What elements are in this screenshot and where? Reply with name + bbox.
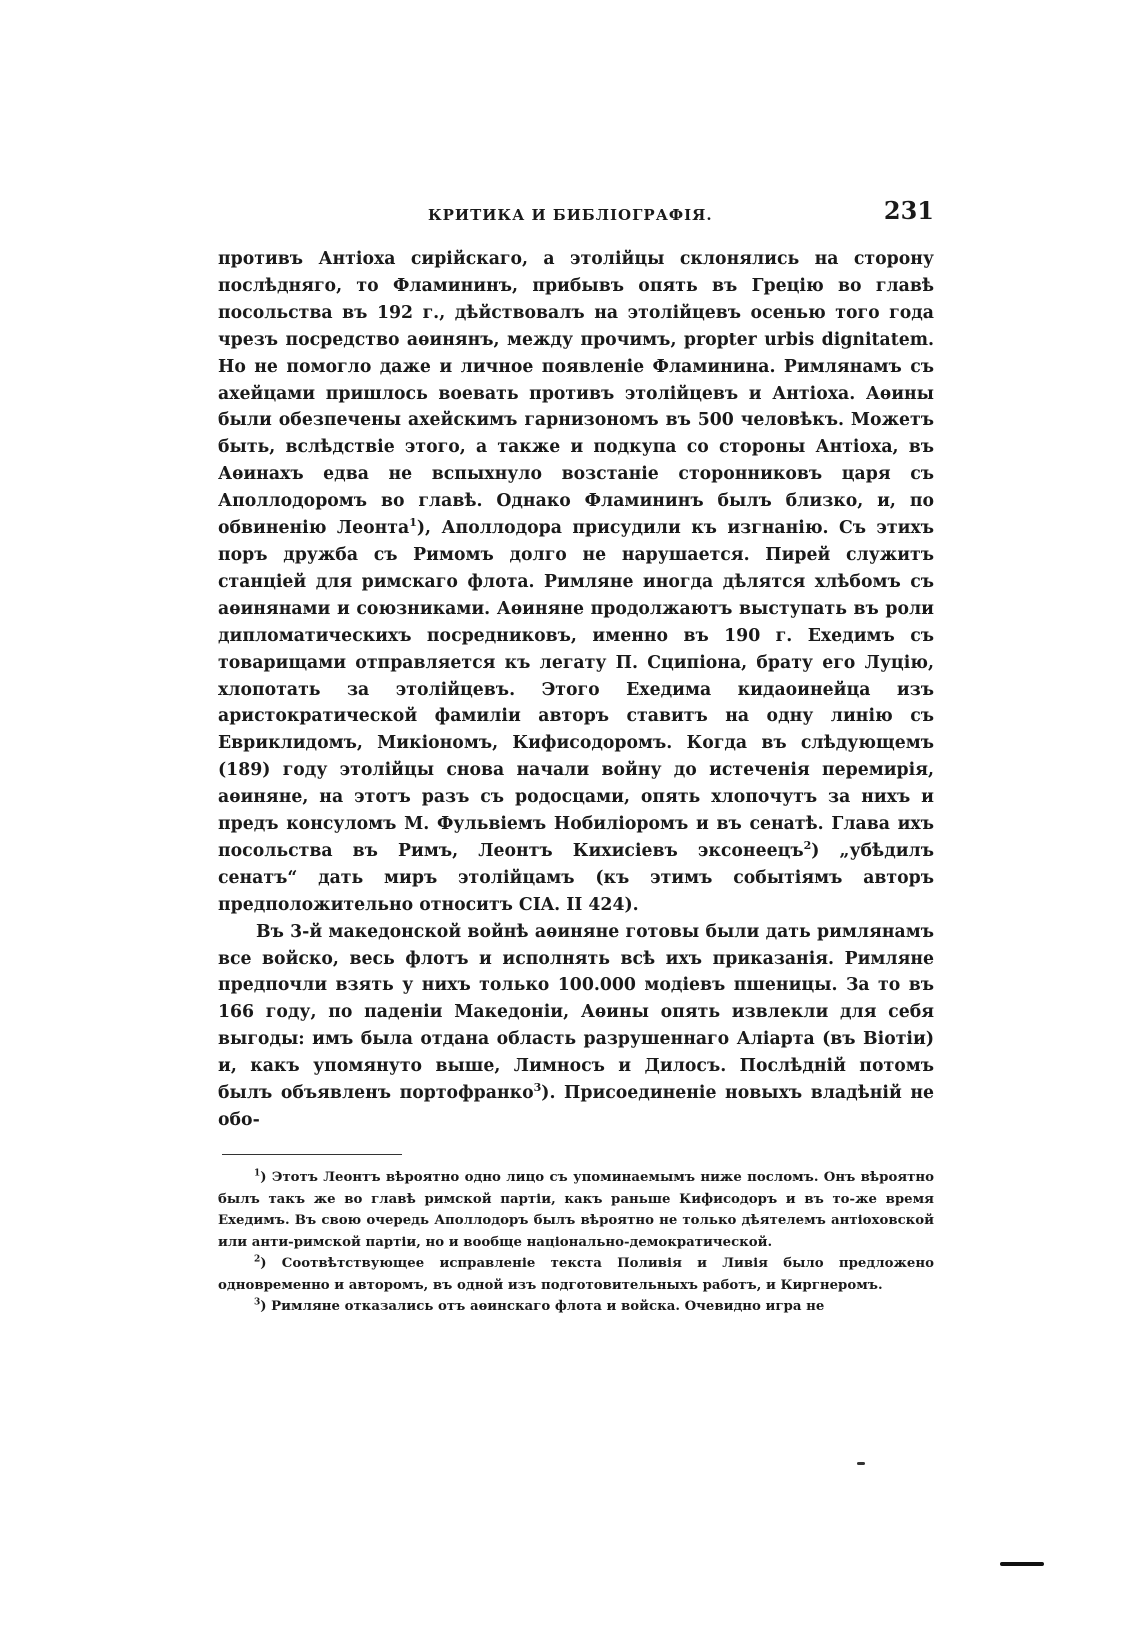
ink-smudge — [1000, 1562, 1044, 1566]
paragraph-2-text-b: ). Присоединеніе новыхъ владѣній не обо- — [218, 1083, 934, 1130]
footnote-3-mark: 3 — [254, 1298, 261, 1309]
footnote-divider — [222, 1154, 402, 1155]
body-text — [218, 246, 934, 1134]
ink-speck — [857, 1462, 865, 1465]
footnote-1-text: ) Этотъ Леонтъ вѣроятно одно лицо съ упоминаемымъ ниже посломъ. Онъ вѣроятно былъ такъ же во главѣ римской партіи, какъ раньше Кифисодоръ и въ то-же время Ехедимъ. Въ свою очередь Аполлодоръ былъ вѣроятно не только дѣятелемъ антіоховской или анти-римской партіи, но и вообще національно-демократической. — [218, 1169, 934, 1250]
paragraph-2 — [218, 919, 934, 1134]
paragraph-1-text-c: ) „убѣдилъ сенатъ“ дать миръ этолійцамъ (къ этимъ событіямъ авторъ предположительно относитъ CIA. II 424). — [218, 840, 934, 915]
footnote-ref-1[interactable]: 1 — [409, 516, 417, 530]
footnote-ref-2[interactable]: 2 — [803, 839, 812, 853]
footnote-2 — [218, 1253, 934, 1296]
page — [218, 196, 934, 1318]
footnote-3 — [218, 1296, 934, 1318]
footnote-3-text: ) Римляне отказались отъ аѳинскаго флота и войска. Очевидно игра не — [260, 1299, 825, 1315]
footnote-1-mark: 1 — [254, 1168, 261, 1179]
running-head: КРИТИКА И БИБЛІОГРАФІЯ. — [428, 206, 713, 224]
page-header — [218, 196, 934, 236]
paragraph-1 — [218, 246, 934, 919]
footnote-ref-3[interactable]: 3 — [533, 1081, 542, 1095]
footnotes — [218, 1167, 934, 1318]
paragraph-1-text-b: ), Аполлодора присудили къ изгнанію. Съ этихъ поръ дружба съ Римомъ долго не нарушается. Пирей служитъ станціей для римскаго флота. Римляне иногда дѣлятся хлѣбомъ съ аѳинянами и союзниками. Аѳиняне продолжаютъ выступать въ роли дипломатическихъ посредниковъ, именно въ 190 г. Ехедимъ съ товарищами отправляется къ легату П. Сципіона, брату его Луцію, хлопотать за этолійцевъ. Этого Ехедима кидаоинейца изъ аристократической фамиліи авторъ ставитъ на одну линію съ Евриклидомъ, Микіономъ, Кифисодоромъ. Когда въ слѣдующемъ (189) году этолійцы снова начали войну до истеченія перемирія, аѳиняне, на этотъ разъ съ родосцами, опять хлопочутъ за нихъ и предъ консуломъ М. Фульвіемъ Нобиліоромъ и въ сенатѣ. Глава ихъ посольства въ Римъ, Леонтъ Кихисіевъ эксонеецъ — [218, 518, 934, 861]
paragraph-1-text-a: противъ Антіоха сирійскаго, а этолійцы склонялись на сторону послѣдняго, то Фламининъ, прибывъ опять въ Грецію во главѣ посольства въ 192 г., дѣйствовалъ на этолійцевъ осенью того года чрезъ посредство аѳинянъ, между прочимъ, propter urbis dignitatem. Но не помогло даже и личное появленіе Фламинина. Римлянамъ съ ахейцами пришлось воевать противъ этолійцевъ и Антіоха. Аѳины были обезпечены ахейскимъ гарнизономъ въ 500 человѣкъ. Можетъ быть, вслѣдствіе этого, а также и подкупа со стороны Антіоха, въ Аѳинахъ едва не вспыхнуло возстаніе сторонниковъ царя съ Аполлодоромъ во главѣ. Однако Фламининъ былъ близко, и, по обвиненію Леонта — [218, 249, 934, 539]
footnote-1 — [218, 1167, 934, 1253]
footnote-2-mark: 2 — [254, 1254, 261, 1265]
footnote-2-text: ) Соотвѣтствующее исправленіе текста Поливія и Ливія было предложено одновременно и авторомъ, въ одной изъ подготовительныхъ работъ, и Киргнеромъ. — [218, 1256, 934, 1293]
paragraph-2-text-a: Въ 3-й македонской войнѣ аѳиняне готовы были дать римлянамъ все войско, весь флотъ и исполнять всѣ ихъ приказанія. Римляне предпочли взять у нихъ только 100.000 модіевъ пшеницы. За то въ 166 году, по паденіи Македоніи, Аѳины опять извлекли для себя выгоды: имъ была отдана область разрушеннаго Аліарта (въ Віотіи) и, какъ упомянуто выше, Лимносъ и Дилосъ. Послѣдній потомъ былъ объявленъ портофранко — [218, 921, 934, 1104]
page-number: 231 — [883, 196, 934, 225]
